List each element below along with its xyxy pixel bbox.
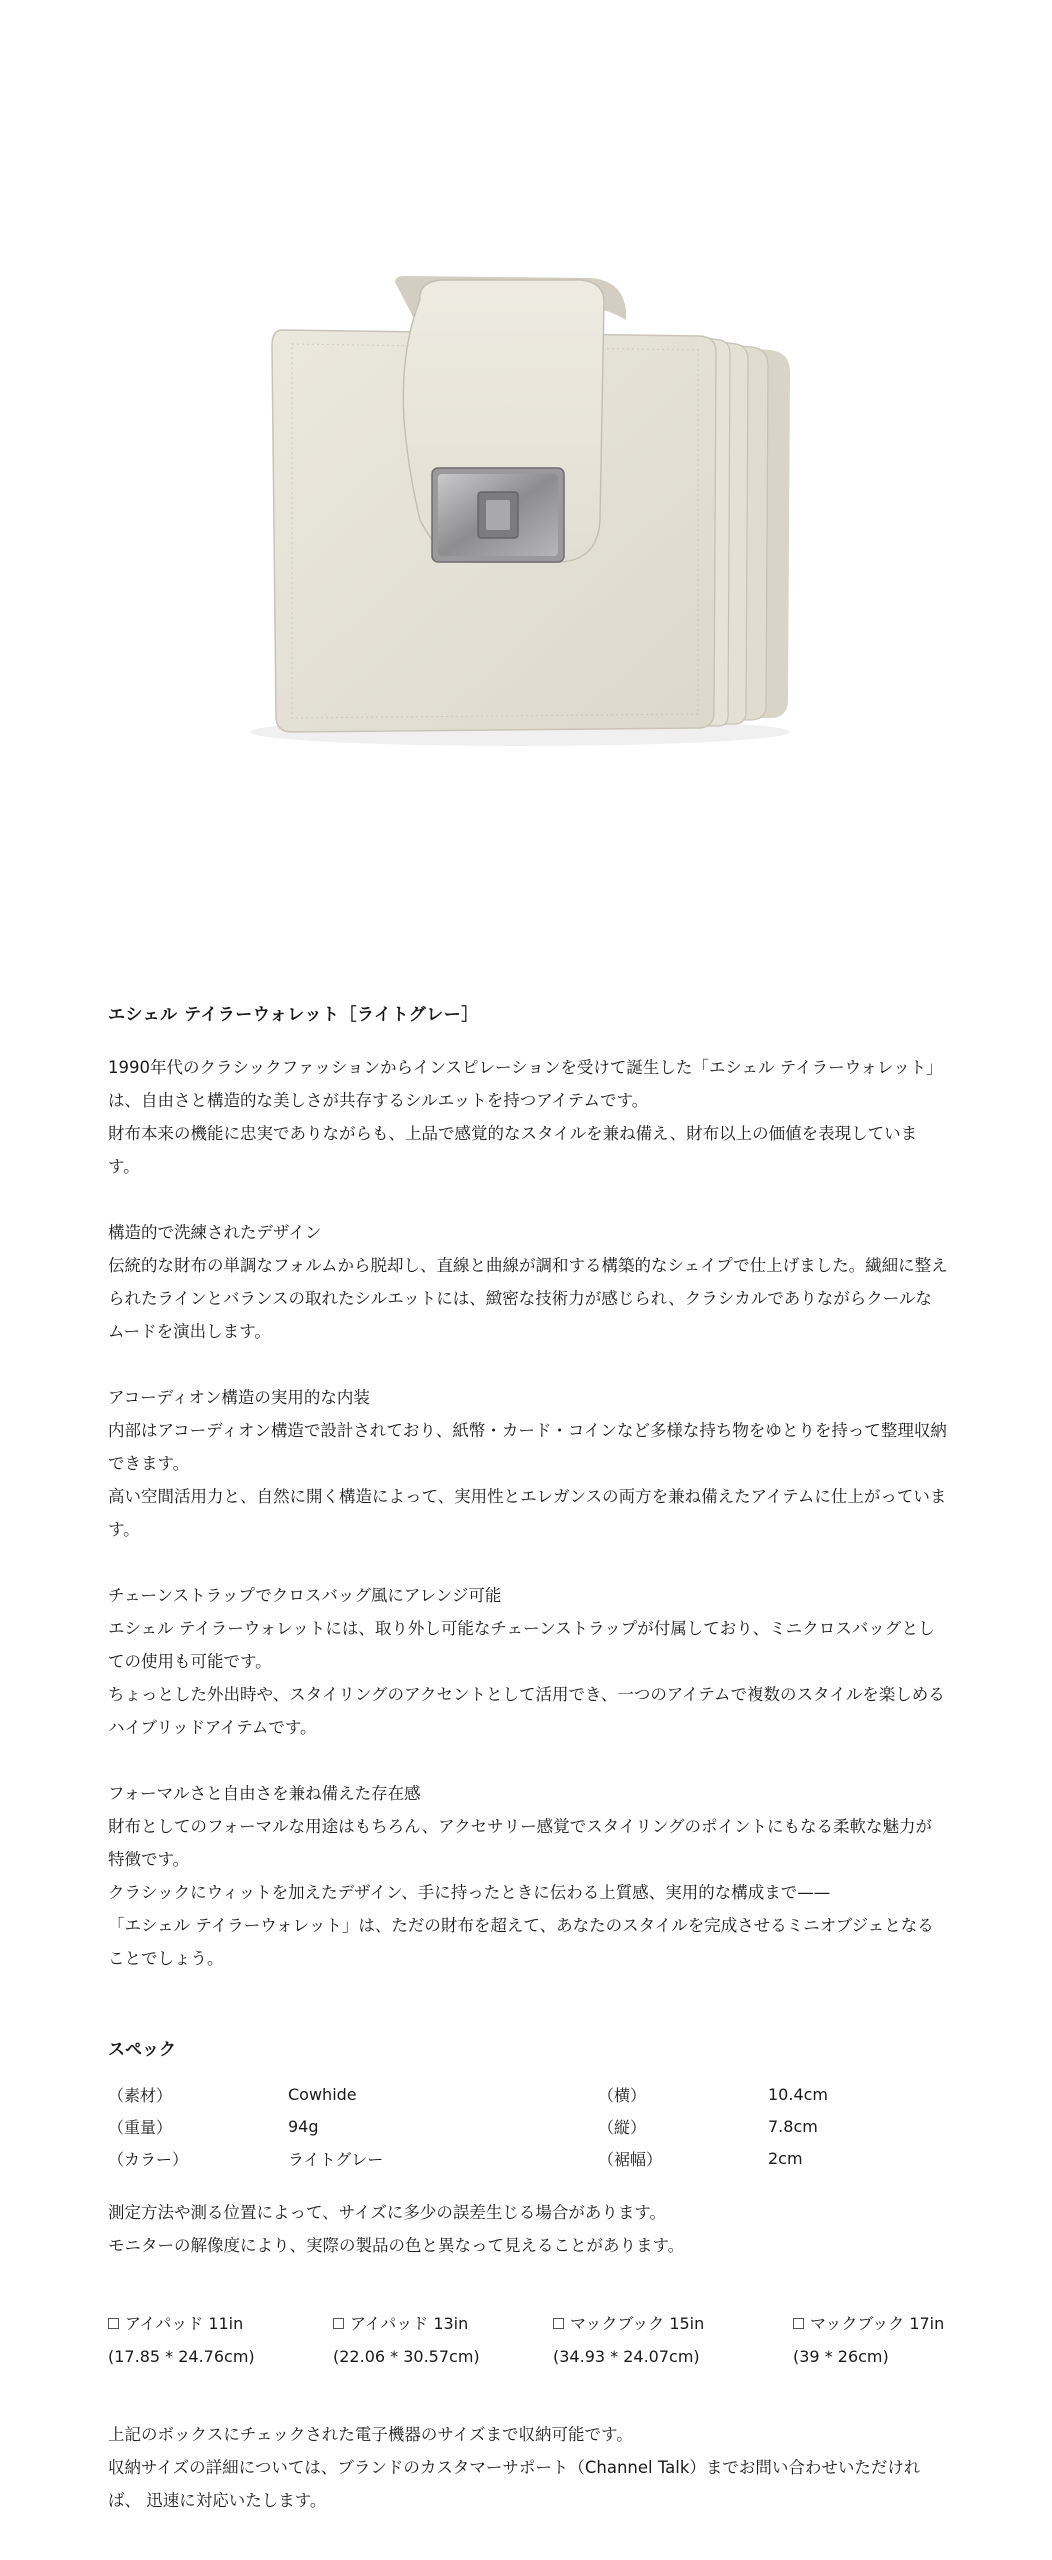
section-heading: チェーンストラップでクロスバッグ風にアレンジ可能: [108, 1586, 502, 1605]
section-body: 伝統的な財布の単調なフォルムから脱却し、直線と曲線が調和する構築的なシェイプで仕上げました。繊細に整えられたラインとバランスの取れたシルエットには、緻密な技術力が感じられ、クラシカルでありながらクールなムードを演出します。: [108, 1256, 948, 1341]
section-body: 「エシェル テイラーウォレット」は、ただの財布を超えて、あなたのスタイルを完成させるミニオブジェとなることでしょう。: [108, 1916, 934, 1968]
device-name: アイパッド 13in: [350, 2314, 469, 2333]
section-presence: [108, 1777, 948, 1975]
section-design: [108, 1216, 948, 1348]
section-chain-strap: [108, 1579, 948, 1744]
product-description: [108, 1000, 948, 2517]
spec-label: （重量）: [108, 2117, 173, 2137]
intro-paragraph-2: 財布本来の機能に忠実でありながらも、上品で感覚的なスタイルを兼ね備え、財布以上の価値を表現しています。: [108, 1124, 918, 1176]
device-size: (34.93 * 24.07cm): [553, 2347, 700, 2366]
device-item: [553, 2307, 793, 2373]
spec-value: 7.8cm: [768, 2116, 818, 2136]
table-row: [108, 2142, 948, 2174]
section-heading: フォーマルさと自由さを兼ね備えた存在感: [108, 1784, 421, 1803]
section-body: 財布としてのフォーマルな用途はもちろん、アクセサリー感覚でスタイリングのポイントにもなる柔軟な魅力が特徴です。: [108, 1817, 933, 1869]
intro-paragraph-1: 1990年代のクラシックファッションからインスピレーションを受けて誕生した「エシェル テイラーウォレット」は、自由さと構造的な美しさが共存するシルエットを持つアイテムです。: [108, 1058, 943, 1110]
device-size: (22.06 * 30.57cm): [333, 2347, 480, 2366]
product-image: [0, 0, 1052, 980]
spec-value: ライトグレー: [288, 2149, 384, 2169]
spec-value: 10.4cm: [768, 2084, 829, 2104]
section-heading: アコーディオン構造の実用的な内装: [108, 1388, 370, 1407]
spec-label: （カラー）: [108, 2149, 189, 2169]
device-name: アイパッド 11in: [125, 2314, 244, 2333]
checkbox-icon: [108, 2318, 119, 2329]
checkbox-icon: [793, 2318, 804, 2329]
wallet-illustration: [0, 0, 1052, 980]
device-name: マックブック 15in: [570, 2314, 705, 2333]
device-compatibility: [108, 2307, 968, 2373]
spec-label: （素材）: [108, 2085, 173, 2105]
footer-line: 上記のボックスにチェックされた電子機器のサイズまで収納可能です。: [108, 2425, 633, 2444]
spec-table: [108, 2078, 948, 2174]
footer-notes: [108, 2418, 948, 2517]
spec-notes: [108, 2196, 948, 2262]
note-line: モニターの解像度により、実際の製品の色と異なって見えることがあります。: [108, 2236, 685, 2255]
section-interior: [108, 1381, 948, 1546]
footer-line: 収納サイズの詳細については、ブランドのカスタマーサポート（Channel Talk）までお問い合わせいただければ、 迅速に対応いたします。: [108, 2458, 921, 2510]
intro-block: [108, 1051, 948, 1183]
device-name: マックブック 17in: [810, 2314, 945, 2333]
section-body: 内部はアコーディオン構造で設計されており、紙幣・カード・コインなど多様な持ち物をゆとりを持って整理収納できます。: [108, 1421, 947, 1473]
table-row: [108, 2078, 948, 2110]
spec-value: 2cm: [768, 2148, 803, 2168]
device-item: [333, 2307, 553, 2373]
checkbox-icon: [333, 2318, 344, 2329]
spec-label: （裾幅）: [598, 2149, 663, 2169]
device-size: (39 * 26cm): [793, 2347, 889, 2366]
section-body: エシェル テイラーウォレットには、取り外し可能なチェーンストラップが付属しており、ミニクロスバッグとしての使用も可能です。: [108, 1619, 935, 1671]
device-item: [108, 2307, 333, 2373]
spec-label: （縦）: [598, 2117, 647, 2137]
section-body: ちょっとした外出時や、スタイリングのアクセントとして活用でき、一つのアイテムで複数のスタイルを楽しめるハイブリッドアイテムです。: [108, 1685, 945, 1737]
device-size: (17.85 * 24.76cm): [108, 2347, 255, 2366]
checkbox-icon: [553, 2318, 564, 2329]
section-heading: 構造的で洗練されたデザイン: [108, 1223, 322, 1242]
spec-title: スペック: [108, 2040, 176, 2060]
note-line: 測定方法や測る位置によって、サイズに多少の誤差生じる場合があります。: [108, 2203, 667, 2222]
device-item: [793, 2307, 944, 2373]
product-title: エシェル テイラーウォレット［ライトグレー］: [108, 1005, 479, 1025]
clasp-turnlock-inner: [486, 500, 510, 530]
section-body: 高い空間活用力と、自然に開く構造によって、実用性とエレガンスの両方を兼ね備えたアイテムに仕上がっています。: [108, 1487, 947, 1539]
spec-value: 94g: [288, 2116, 319, 2136]
section-body: クラシックにウィットを加えたデザイン、手に持ったときに伝わる上質感、実用的な構成まで——: [108, 1883, 831, 1902]
spec-value: Cowhide: [288, 2084, 357, 2104]
table-row: [108, 2110, 948, 2142]
spec-label: （横）: [598, 2085, 647, 2105]
